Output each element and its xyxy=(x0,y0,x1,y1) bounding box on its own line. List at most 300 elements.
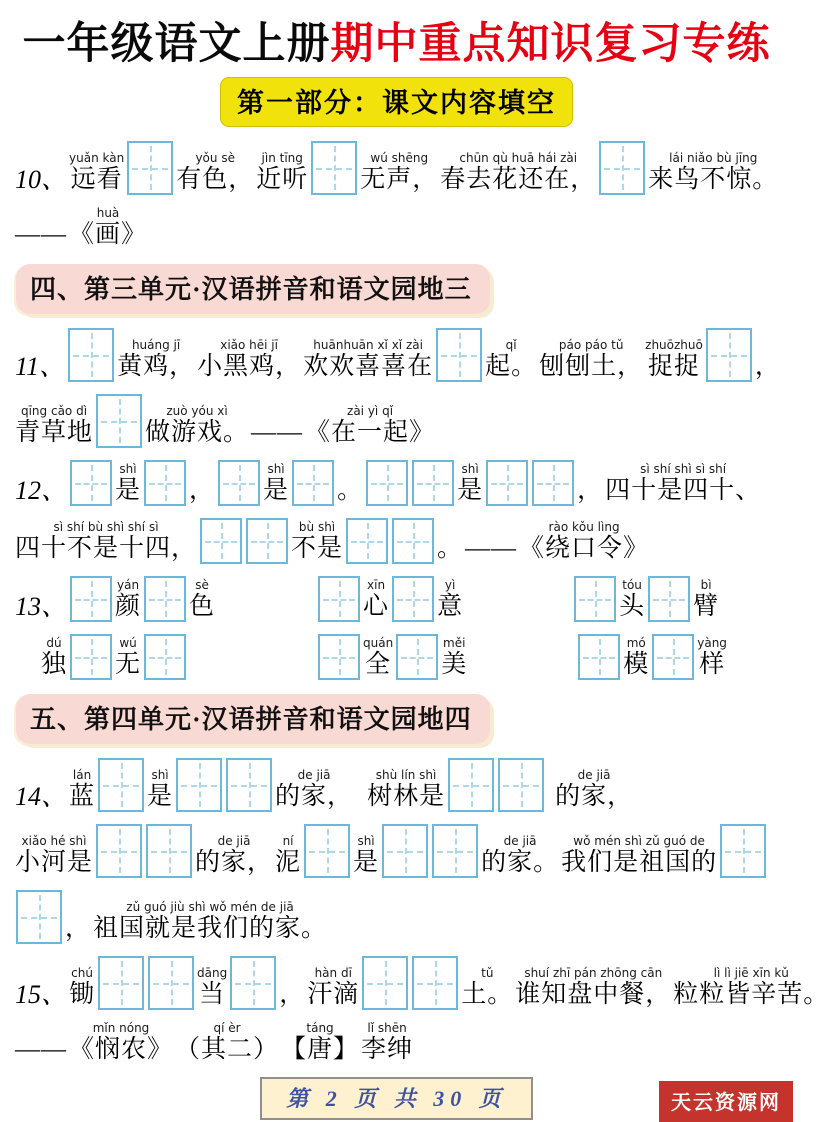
text-unit xyxy=(69,769,95,812)
blank-writing-box xyxy=(382,824,428,878)
chinese-text: 不是 xyxy=(291,535,344,563)
pinyin-label: huānhuān xǐ xǐ zài xyxy=(313,338,423,353)
question-number xyxy=(15,462,67,506)
q14-line3 xyxy=(14,890,779,944)
chinese-text: —— xyxy=(251,419,304,447)
text-unit xyxy=(197,967,227,1010)
pinyin-label xyxy=(588,463,592,476)
chinese-text: 汗滴 xyxy=(307,981,360,1009)
page-number-footer: 第 2 页 共 30 页 xyxy=(260,1077,533,1120)
question-number xyxy=(15,768,67,812)
pinyin-label xyxy=(39,768,43,781)
pinyin-label xyxy=(39,578,43,591)
title-black-part: 一年级语文上册 xyxy=(22,21,331,68)
section-5-header-row xyxy=(14,692,779,758)
chinese-text: 树林是 xyxy=(367,783,446,811)
text-unit xyxy=(693,579,719,622)
text-unit xyxy=(69,152,124,195)
blank-writing-box xyxy=(70,576,112,622)
blank-writing-box xyxy=(412,460,454,506)
spacer xyxy=(354,811,366,812)
text-unit xyxy=(619,579,645,622)
text-unit xyxy=(363,637,393,680)
chinese-text: 【唐】 xyxy=(281,1036,360,1064)
chinese-text: 我们是祖国的 xyxy=(561,849,718,877)
text-unit xyxy=(117,339,195,382)
pinyin-label: de jiā xyxy=(577,768,611,783)
text-unit xyxy=(147,769,173,812)
pinyin-label xyxy=(448,521,452,534)
spacer xyxy=(188,679,316,680)
pinyin-label: sì shí bù shì shí sì xyxy=(53,520,159,535)
chinese-text: 13、 xyxy=(15,592,68,622)
pinyin-label: měi xyxy=(443,636,466,651)
pinyin-label xyxy=(39,966,43,979)
q12-line1 xyxy=(14,460,779,506)
blank-writing-box xyxy=(144,460,186,506)
section-5-header: 五、第四单元·汉语拼音和语文园地四 xyxy=(16,694,490,744)
section-4-header-row xyxy=(14,262,779,328)
chinese-text: 无声， xyxy=(360,166,439,194)
pinyin-label: qǐ xyxy=(505,338,517,353)
text-unit xyxy=(256,152,308,195)
pinyin-label xyxy=(38,338,42,351)
text-unit xyxy=(441,637,467,680)
pinyin-label xyxy=(39,1022,43,1035)
text-unit xyxy=(291,521,343,564)
blank-writing-box xyxy=(392,576,434,622)
part-header-row xyxy=(14,77,779,127)
q15-line1 xyxy=(14,956,829,1010)
text-unit xyxy=(648,152,778,195)
blank-writing-box xyxy=(311,141,357,195)
text-unit xyxy=(485,339,537,382)
pinyin-label: jìn tīng xyxy=(261,151,303,166)
chinese-text: 锄 xyxy=(69,981,96,1009)
blank-writing-box xyxy=(144,576,186,622)
question-number xyxy=(15,966,67,1010)
text-unit xyxy=(755,339,781,382)
blank-writing-box xyxy=(292,460,334,506)
chinese-text: 欢欢喜喜在 xyxy=(303,353,434,381)
text-unit xyxy=(195,835,273,878)
q15-line2 xyxy=(14,1022,779,1065)
text-unit xyxy=(645,339,703,382)
blank-writing-box xyxy=(362,956,408,1010)
blank-writing-box xyxy=(98,956,144,1010)
blank-writing-box xyxy=(70,634,112,680)
pinyin-label: huà xyxy=(96,206,120,221)
chinese-text: 模 xyxy=(623,651,650,679)
text-unit xyxy=(69,967,95,1010)
chinese-text: —— xyxy=(15,221,67,249)
pinyin-label: quán xyxy=(363,636,394,651)
chinese-text: 。 xyxy=(437,535,464,563)
title-red-part: 期中重点知识复习专练 xyxy=(330,21,771,68)
blank-writing-box xyxy=(574,576,616,622)
text-unit xyxy=(623,637,649,680)
pinyin-label: shuí zhī pán zhōng cān xyxy=(524,966,663,981)
chinese-text: 捉捉 xyxy=(648,353,701,381)
pinyin-label: chūn qù huā hái zài xyxy=(459,151,578,166)
chinese-text: 是 xyxy=(147,783,174,811)
pinyin-label xyxy=(39,151,43,164)
pinyin-label: yì xyxy=(444,578,456,593)
chinese-text: 《画》 xyxy=(69,221,148,249)
blank-writing-box xyxy=(230,956,276,1010)
chinese-text: 当 xyxy=(199,981,226,1009)
text-unit xyxy=(605,463,761,506)
pinyin-label: táng xyxy=(306,1021,334,1036)
chinese-text: 的家， xyxy=(195,849,274,877)
blank-writing-box xyxy=(498,758,544,812)
blank-writing-box xyxy=(346,518,388,564)
chinese-text: 四十是四十、 xyxy=(605,477,762,505)
pinyin-label: yàng xyxy=(697,636,727,651)
chinese-text: 小河是 xyxy=(15,849,94,877)
text-unit xyxy=(515,967,671,1010)
pinyin-label: tóu xyxy=(622,578,642,593)
chinese-text: 刨刨土， xyxy=(539,353,644,381)
text-unit xyxy=(69,207,147,250)
text-unit xyxy=(363,579,389,622)
text-unit xyxy=(115,637,141,680)
chinese-text: 四十不是十四， xyxy=(15,535,198,563)
blank-writing-box xyxy=(432,824,478,878)
text-unit xyxy=(361,1022,413,1065)
pinyin-label: de jiā xyxy=(217,834,251,849)
pinyin-label xyxy=(76,901,80,914)
chinese-text: 色 xyxy=(189,593,216,621)
pinyin-label: lǐ shēn xyxy=(367,1021,407,1036)
question-number xyxy=(15,151,67,195)
blank-writing-box xyxy=(486,460,528,506)
pinyin-label: xīn xyxy=(367,578,386,593)
text-unit xyxy=(481,835,559,878)
blank-writing-box xyxy=(366,460,408,506)
blank-writing-box xyxy=(226,758,272,812)
chinese-text: 李绅 xyxy=(361,1036,414,1064)
pinyin-label: yuǎn kàn xyxy=(69,151,125,166)
blank-writing-box xyxy=(176,758,222,812)
blank-writing-box xyxy=(648,576,690,622)
pinyin-label: de jiā xyxy=(503,834,537,849)
text-unit xyxy=(15,1022,67,1065)
text-unit xyxy=(555,769,633,812)
q11-line2 xyxy=(14,394,779,448)
text-unit xyxy=(115,579,141,622)
pinyin-label: bù shì xyxy=(298,520,336,535)
chinese-text: 样 xyxy=(699,651,726,679)
q12-line2 xyxy=(14,518,779,564)
pinyin-label: qīng cǎo dì xyxy=(20,404,88,419)
text-unit xyxy=(15,521,197,564)
chinese-text: ， xyxy=(279,981,306,1009)
chinese-text: 是 xyxy=(263,477,290,505)
blank-writing-box xyxy=(532,460,574,506)
pinyin-label: páo páo tǔ xyxy=(558,338,624,353)
q13-line1 xyxy=(14,576,779,622)
pinyin-label: ní xyxy=(282,834,294,849)
chinese-text: ， xyxy=(577,477,604,505)
pinyin-label: lán xyxy=(72,768,92,783)
chinese-text: 14、 xyxy=(15,782,68,812)
blank-writing-box xyxy=(599,141,645,195)
chinese-text: ， xyxy=(189,477,216,505)
spacer xyxy=(216,621,316,622)
q11-line1 xyxy=(14,328,779,382)
text-unit xyxy=(561,835,717,878)
blank-writing-box xyxy=(304,824,350,878)
text-unit xyxy=(15,405,93,448)
text-unit xyxy=(367,769,445,812)
pinyin-label: sì shí shì sì shí xyxy=(640,462,727,477)
pinyin-label: xiǎo hēi jī xyxy=(220,338,278,353)
chinese-text: 小黑鸡， xyxy=(197,353,302,381)
pinyin-label: wú shēng xyxy=(370,151,429,166)
text-unit xyxy=(337,463,363,506)
blank-writing-box xyxy=(96,394,142,448)
pinyin-label: shì xyxy=(151,768,169,783)
chinese-text: 11、 xyxy=(15,352,66,382)
chinese-text: 土。 xyxy=(461,981,514,1009)
chinese-text: 是 xyxy=(457,477,484,505)
chinese-text: 远看 xyxy=(70,166,123,194)
blank-writing-box xyxy=(448,758,494,812)
chinese-text: 的家。 xyxy=(481,849,560,877)
text-unit xyxy=(41,637,67,680)
page-title xyxy=(14,20,779,69)
text-unit xyxy=(175,1022,279,1065)
spacer xyxy=(464,621,572,622)
pinyin-label: yán xyxy=(116,578,140,593)
text-unit xyxy=(539,339,643,382)
text-unit xyxy=(305,405,435,448)
section-4-header: 四、第三单元·汉语拼音和语文园地三 xyxy=(16,264,490,314)
chinese-text: ， xyxy=(754,353,781,381)
blank-writing-box xyxy=(144,634,186,680)
pinyin-label: xiǎo hé shì xyxy=(21,834,87,849)
chinese-text: （其二） xyxy=(175,1036,280,1064)
text-unit xyxy=(275,769,353,812)
pinyin-label xyxy=(39,207,43,220)
blank-writing-box xyxy=(436,328,482,382)
chinese-text: ， xyxy=(65,915,92,943)
pinyin-label: lái niǎo bù jīng xyxy=(669,151,758,166)
chinese-text: 有色， xyxy=(176,166,255,194)
text-unit xyxy=(461,967,513,1010)
text-unit xyxy=(697,637,727,680)
text-unit xyxy=(307,967,359,1010)
chinese-text: 近听 xyxy=(256,166,309,194)
text-unit xyxy=(189,463,215,506)
pinyin-label: sè xyxy=(195,578,209,593)
blank-writing-box xyxy=(96,824,142,878)
watermark: 天云资源网 xyxy=(659,1081,793,1122)
pinyin-label xyxy=(200,463,204,476)
text-unit xyxy=(15,835,93,878)
blank-writing-box xyxy=(246,518,288,564)
pinyin-label: qí èr xyxy=(213,1021,241,1036)
chinese-text: 泥 xyxy=(275,849,302,877)
pinyin-label xyxy=(275,405,279,418)
blank-writing-box xyxy=(70,460,112,506)
blank-writing-box xyxy=(652,634,694,680)
spacer xyxy=(468,679,576,680)
text-unit xyxy=(275,835,301,878)
chinese-text: 颜 xyxy=(115,593,142,621)
q14-line1 xyxy=(14,758,779,812)
text-unit xyxy=(263,463,289,506)
text-unit xyxy=(145,405,249,448)
pinyin-label: zuò yóu xì xyxy=(166,404,228,419)
pinyin-label: shì xyxy=(119,462,137,477)
blank-writing-box xyxy=(218,460,260,506)
pinyin-label: shì xyxy=(357,834,375,849)
chinese-text: 10、 xyxy=(15,165,68,195)
text-unit xyxy=(360,152,438,195)
text-unit xyxy=(69,1022,173,1065)
pinyin-label: tǔ xyxy=(481,966,494,981)
chinese-text: 15、 xyxy=(15,980,68,1010)
text-unit xyxy=(189,579,215,622)
pinyin-label: shù lín shì xyxy=(375,768,437,783)
chinese-text: 的家， xyxy=(555,783,634,811)
chinese-text: 祖国就是我们的家。 xyxy=(93,915,328,943)
spacer xyxy=(546,811,554,812)
content-area xyxy=(14,141,829,1065)
pinyin-label: shì xyxy=(461,462,479,477)
text-unit xyxy=(519,521,649,564)
pinyin-label: zǔ guó jiù shì wǒ mén de jiā xyxy=(126,900,294,915)
pinyin-label xyxy=(39,462,43,475)
pinyin-label xyxy=(348,463,352,476)
chinese-text: 起。 xyxy=(485,353,538,381)
blank-writing-box xyxy=(578,634,620,680)
chinese-text: 无 xyxy=(115,651,142,679)
chinese-text: 心 xyxy=(363,593,390,621)
text-unit xyxy=(437,579,463,622)
chinese-text: 意 xyxy=(437,593,464,621)
pinyin-label: wú xyxy=(119,636,137,651)
pinyin-label: dú xyxy=(46,636,62,651)
blank-writing-box xyxy=(98,758,144,812)
text-unit xyxy=(115,463,141,506)
text-unit xyxy=(281,1022,359,1065)
text-unit xyxy=(93,901,327,944)
pinyin-label: wǒ mén shì zǔ guó de xyxy=(573,834,705,849)
chinese-text: 春去花还在， xyxy=(440,166,597,194)
chinese-text: 青草地 xyxy=(15,419,94,447)
blank-writing-box xyxy=(392,518,434,564)
pinyin-label: zài yì qǐ xyxy=(347,404,394,419)
text-unit xyxy=(176,152,254,195)
part-header: 第一部分：课文内容填空 xyxy=(220,77,573,127)
chinese-text: 《绕口令》 xyxy=(519,535,650,563)
text-unit xyxy=(65,901,91,944)
chinese-text: 黄鸡， xyxy=(117,353,196,381)
pinyin-label: bì xyxy=(700,578,712,593)
text-unit xyxy=(437,521,463,564)
chinese-text: 谁知盘中餐， xyxy=(515,981,672,1009)
blank-writing-box xyxy=(318,576,360,622)
blank-writing-box xyxy=(200,518,242,564)
chinese-text: 臂 xyxy=(693,593,720,621)
question-number xyxy=(15,338,65,382)
pinyin-label: yǒu sè xyxy=(195,151,235,166)
text-unit xyxy=(353,835,379,878)
text-unit xyxy=(197,339,301,382)
pinyin-label: dāng xyxy=(197,966,228,981)
chinese-text: 头 xyxy=(619,593,646,621)
blank-writing-box xyxy=(720,824,766,878)
blank-writing-box xyxy=(706,328,752,382)
chinese-text: 全 xyxy=(365,651,392,679)
chinese-text: 独 xyxy=(41,651,68,679)
text-unit xyxy=(440,152,596,195)
chinese-text: 《在一起》 xyxy=(305,419,436,447)
text-unit xyxy=(15,207,67,250)
pinyin-label: hàn dī xyxy=(314,966,352,981)
chinese-text: —— xyxy=(465,535,518,563)
pinyin-label: rào kǒu lìng xyxy=(548,520,620,535)
pinyin-label: mǐn nóng xyxy=(92,1021,150,1036)
pinyin-label: de jiā xyxy=(297,768,331,783)
blank-writing-box xyxy=(16,890,62,944)
text-unit xyxy=(577,463,603,506)
text-unit xyxy=(465,521,517,564)
text-unit xyxy=(279,967,305,1010)
text-unit xyxy=(457,463,483,506)
chinese-text: 美 xyxy=(441,651,468,679)
pinyin-label: lì lì jiē xīn kǔ xyxy=(713,966,789,981)
pinyin-label xyxy=(489,521,493,534)
q10-line1 xyxy=(14,141,779,195)
blank-writing-box xyxy=(127,141,173,195)
blank-writing-box xyxy=(68,328,114,382)
chinese-text: 12、 xyxy=(15,476,68,506)
chinese-text: 蓝 xyxy=(69,783,96,811)
chinese-text: 粒粒皆辛苦。 xyxy=(673,981,829,1009)
q13-line2 xyxy=(40,634,779,680)
pinyin-label xyxy=(290,967,294,980)
blank-writing-box xyxy=(318,634,360,680)
blank-writing-box xyxy=(148,956,194,1010)
blank-writing-box xyxy=(146,824,192,878)
chinese-text: 是 xyxy=(115,477,142,505)
q10-line2 xyxy=(14,207,779,250)
chinese-text: 。 xyxy=(337,477,364,505)
pinyin-label: chú xyxy=(71,966,93,981)
blank-writing-box xyxy=(412,956,458,1010)
chinese-text: 的家， xyxy=(275,783,354,811)
pinyin-label: zhuōzhuō xyxy=(645,338,703,353)
text-unit xyxy=(673,967,829,1010)
chinese-text: 做游戏。 xyxy=(145,419,250,447)
text-unit xyxy=(251,405,303,448)
chinese-text: 是 xyxy=(353,849,380,877)
question-number xyxy=(15,578,67,622)
pinyin-label xyxy=(766,339,770,352)
pinyin-label: huáng jī xyxy=(131,338,181,353)
pinyin-label: shì xyxy=(267,462,285,477)
chinese-text: 《悯农》 xyxy=(69,1036,174,1064)
blank-writing-box xyxy=(396,634,438,680)
text-unit xyxy=(303,339,433,382)
q14-line2 xyxy=(14,824,779,878)
chinese-text: —— xyxy=(15,1036,67,1064)
chinese-text: 来鸟不惊。 xyxy=(648,166,779,194)
